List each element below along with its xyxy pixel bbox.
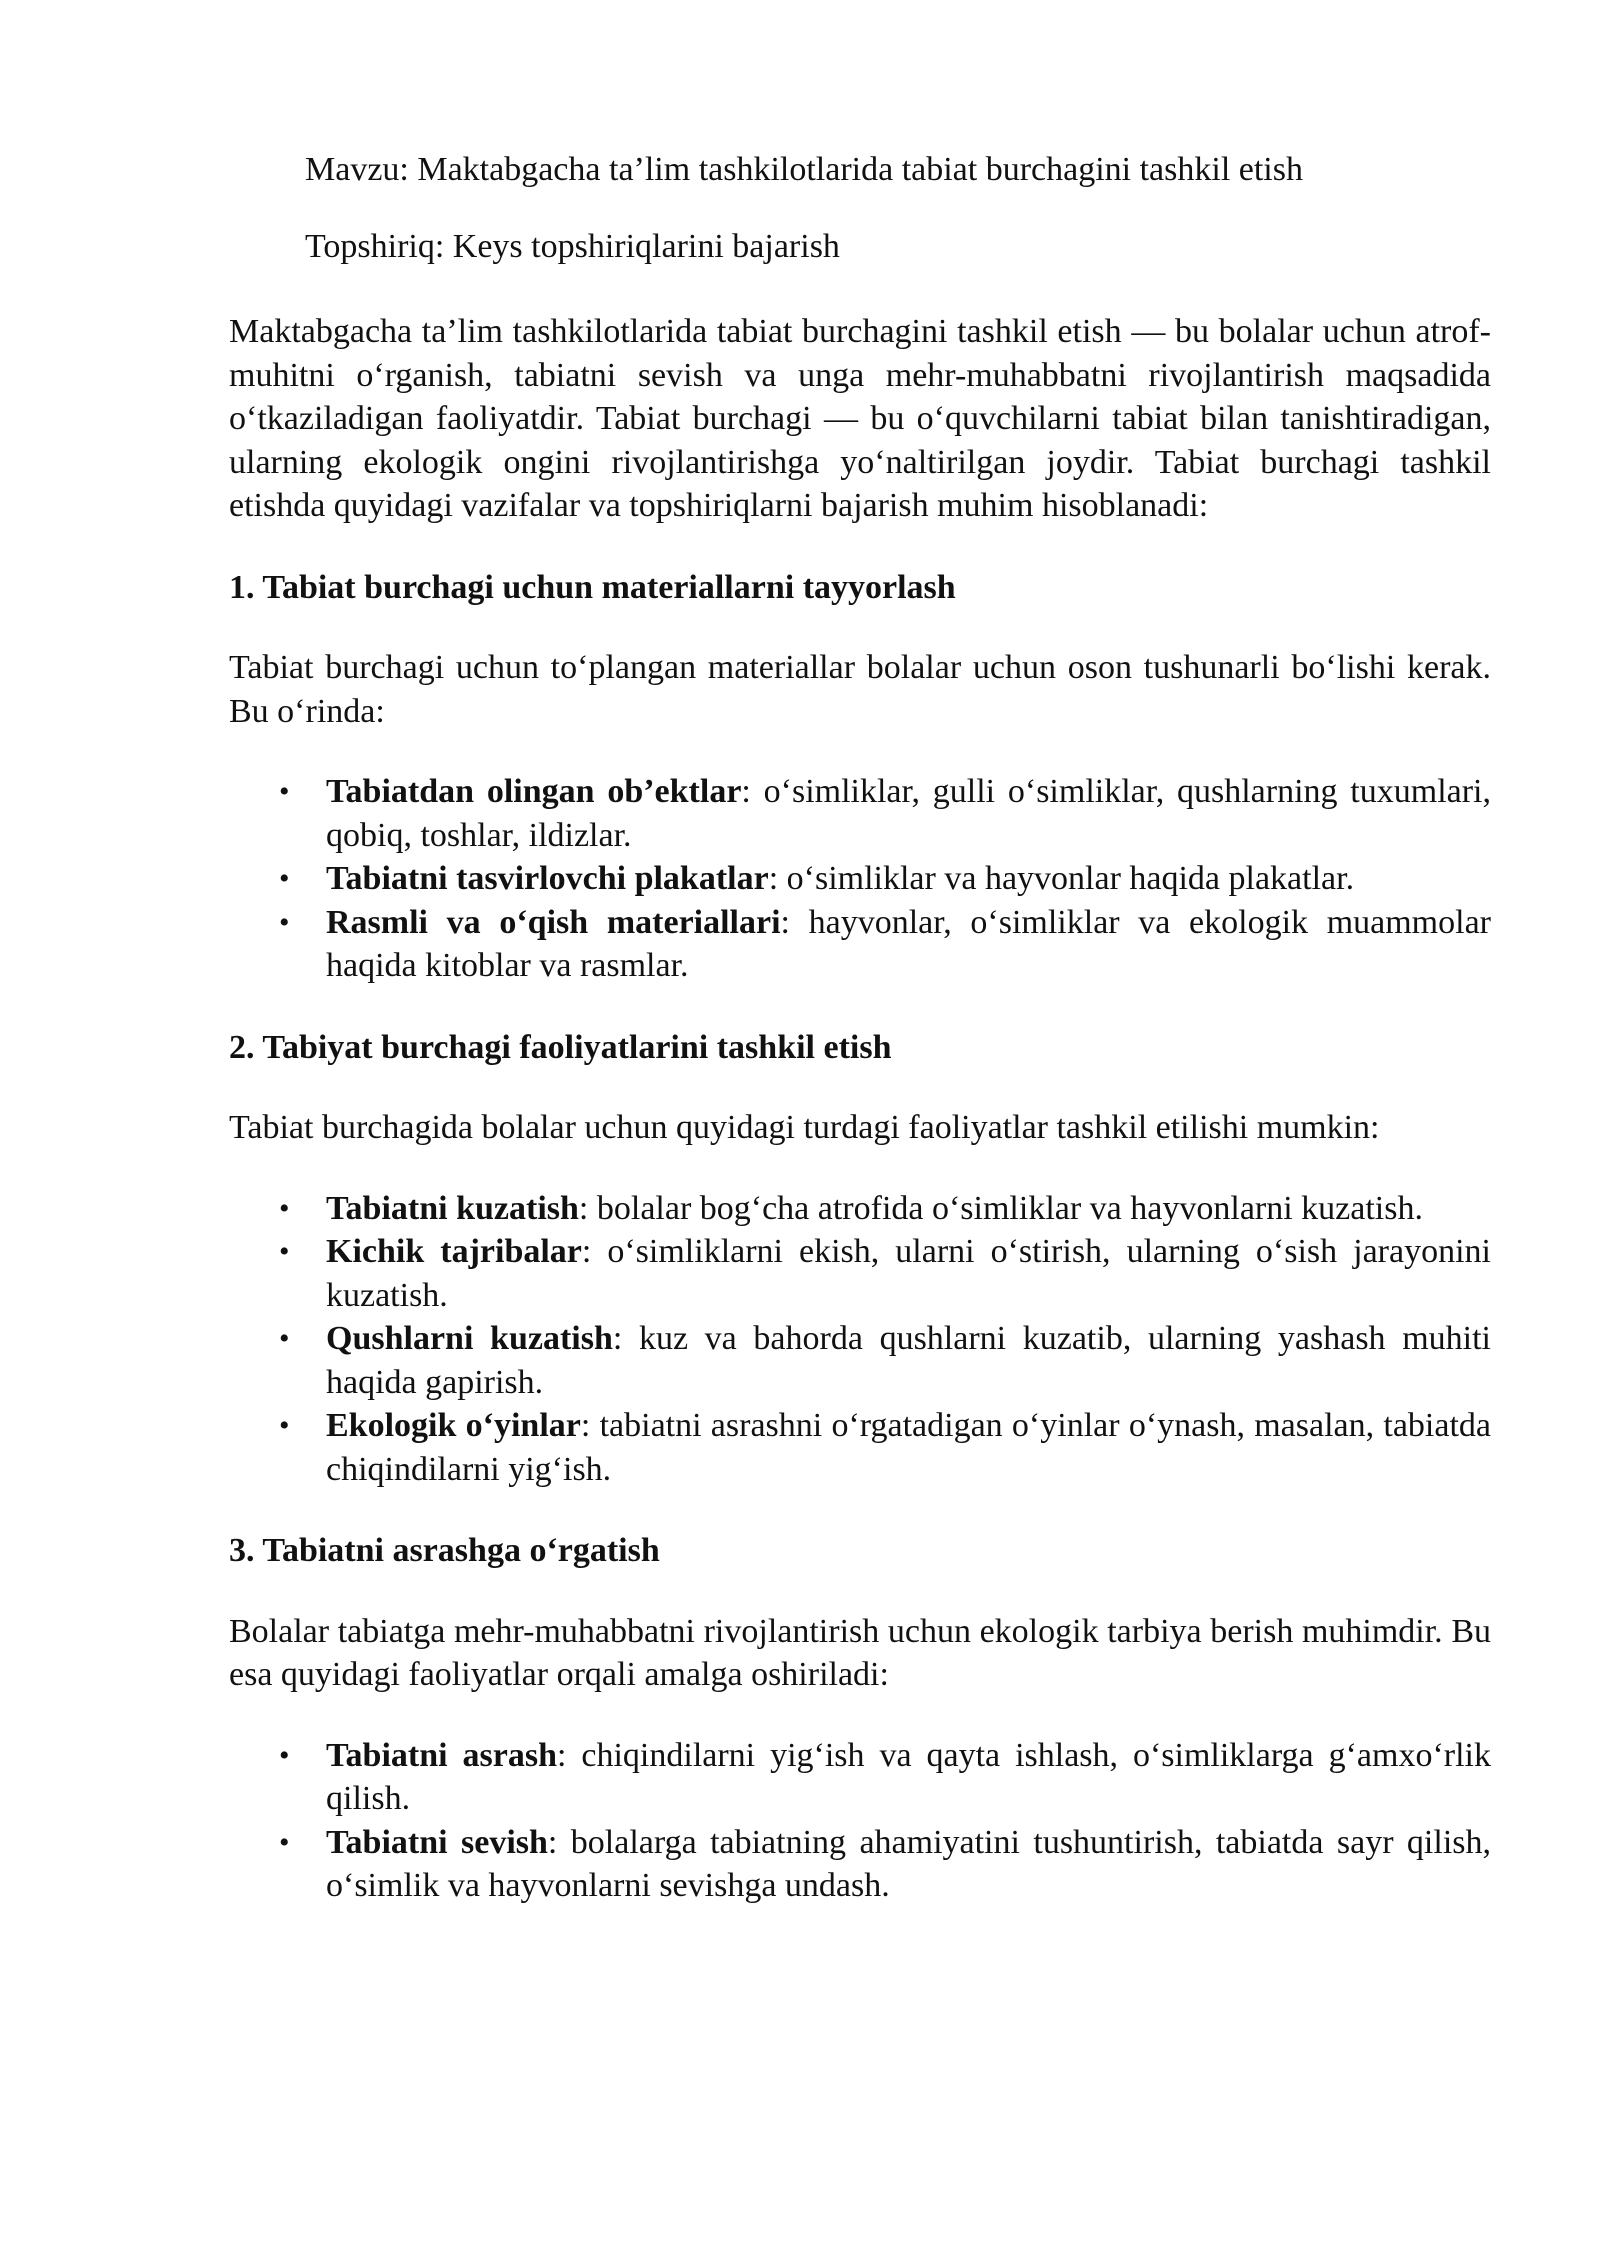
item-term: Qushlarni kuzatish: [326, 1320, 613, 1357]
item-term: Rasmli va o‘qish materiallari: [326, 903, 781, 941]
list-item: [229, 770, 1491, 857]
item-text: : o‘simliklar, gulli o‘simliklar, qushlarning tuxumlari, qobiq, toshlar, ildizlar.: [326, 773, 1492, 854]
section-paragraph: Tabiat burchagida bolalar uchun quyidagi turdagi faoliyatlar tashkil etilishi mumkin:: [229, 1109, 1380, 1146]
item-term: Tabiatni asrash: [326, 1736, 557, 1774]
section-heading: 3. Tabiatni asrashga o‘rgatish: [229, 1532, 660, 1569]
item-text: : tabiatni asrashni o‘rgatadigan o‘yinlar o‘ynash, masalan, tabiatda chiqindilarni yig‘ish.: [326, 1407, 1491, 1488]
item-text: : kuz va bahorda qushlarni kuzatib, ularning yashash muhiti haqida gapirish.: [326, 1320, 1491, 1401]
list-item: [229, 1187, 1491, 1231]
bullet-list: [229, 1734, 1491, 1908]
section-heading: 2. Tabiyat burchagi faoliyatlarini tashkil etish: [229, 1028, 892, 1066]
bullet-icon: •: [279, 1825, 290, 1859]
item-term: Ekologik o‘yinlar: [326, 1407, 581, 1444]
list-item: [229, 857, 1491, 901]
item-text: : o‘simliklar va hayvonlar haqida plakatlar.: [768, 860, 1355, 897]
item-text: : bolalarga tabiatning ahamiyatini tushuntirish, tabiatda sayr qilish, o‘simlik va hayvonlarni sevishga undash.: [326, 1823, 1492, 1904]
topic-line: Mavzu: Maktabgacha ta’lim tashkilotlarida tabiat burchagini tashkil etish: [305, 151, 1303, 188]
list-item: [229, 1404, 1491, 1491]
task-line: Topshiriq: Keys topshiriqlarini bajarish: [305, 227, 840, 265]
section-paragraph: Tabiat burchagi uchun to‘plangan materiallar bolalar uchun oson tushunarli bo‘lishi kerak. Bu o‘rinda:: [229, 649, 1491, 730]
document-body: [229, 148, 1491, 1908]
item-text: : chiqindilarni yig‘ish va qayta ishlash, o‘simliklarga g‘amxo‘rlik qilish.: [326, 1736, 1491, 1817]
list-item: [229, 1734, 1491, 1821]
bullet-list: [229, 770, 1491, 988]
item-term: Tabiatni tasvirlovchi plakatlar: [326, 860, 769, 897]
bullet-icon: •: [279, 1322, 290, 1355]
bullet-icon: •: [279, 862, 290, 895]
bullet-list: [229, 1187, 1491, 1492]
intro-paragraph: Maktabgacha ta’lim tashkilotlarida tabiat burchagini tashkil etish — bu bolalar uchun atrof-muhitni o‘rganish, tabiatni sevish va unga mehr-muhabbatni rivojlantirish maqsadida o‘tkaziladigan faoliyatdir. Tabiat burchagi — bu o‘quvchilarni tabiat bilan tanishtiradigan, ularning ekologik ongini rivojlantirishga yo‘naltirilgan joydir. Tabiat burchagi tashkil etishda quyidagi vazifalar va topshiriqlarni bajarish muhim hisoblanadi:: [229, 313, 1491, 524]
list-item: [229, 901, 1491, 988]
item-term: Tabiatni kuzatish: [326, 1189, 579, 1227]
item-term: Tabiatdan olingan ob’ektlar: [326, 773, 742, 810]
bullet-icon: •: [279, 1738, 290, 1772]
bullet-icon: •: [279, 905, 290, 939]
bullet-icon: •: [279, 1235, 290, 1268]
bullet-icon: •: [279, 1409, 290, 1442]
item-term: Kichik tajribalar: [326, 1233, 582, 1270]
list-item: [229, 1821, 1491, 1908]
list-item: [229, 1230, 1491, 1317]
item-text: : o‘simliklarni ekish, ularni o‘stirish, ularning o‘sish jarayonini kuzatish.: [326, 1233, 1491, 1314]
item-term: Tabiatni sevish: [326, 1823, 548, 1861]
item-text: : bolalar bog‘cha atrofida o‘simliklar va hayvonlarni kuzatish.: [578, 1189, 1423, 1227]
list-item: [229, 1317, 1491, 1404]
bullet-icon: •: [279, 775, 290, 808]
section-paragraph: Bolalar tabiatga mehr-muhabbatni rivojlantirish uchun ekologik tarbiya berish muhimdir. Bu esa quyidagi faoliyatlar orqali amalga oshiriladi:: [229, 1612, 1491, 1693]
section-heading: 1. Tabiat burchagi uchun materiallarni tayyorlash: [229, 568, 956, 606]
bullet-icon: •: [279, 1191, 290, 1225]
item-text: : hayvonlar, o‘simliklar va ekologik muammolar haqida kitoblar va rasmlar.: [326, 903, 1491, 984]
